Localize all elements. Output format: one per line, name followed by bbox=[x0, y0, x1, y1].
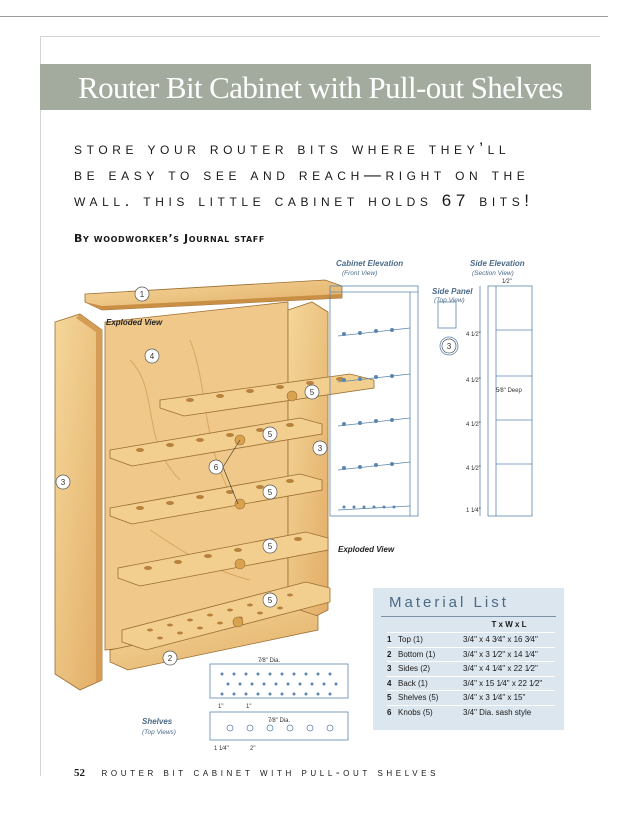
running-title: router bit cabinet with pull-out shelves bbox=[101, 767, 440, 779]
dim-shelf-1: 1" bbox=[218, 704, 224, 710]
dim-dia-bottom: 7⁄8" Dia. bbox=[268, 718, 291, 724]
table-row bbox=[387, 633, 555, 648]
top-rule bbox=[0, 16, 608, 17]
material-list-title: Material List bbox=[389, 594, 509, 611]
table-row bbox=[387, 691, 555, 706]
dim-shelf-2: 1" bbox=[246, 704, 252, 710]
side-elevation-drawing bbox=[480, 286, 532, 516]
part-dimensions: 3/4" Dia. sash style bbox=[463, 705, 555, 720]
label-side-elevation: Side Elevation bbox=[470, 259, 525, 268]
material-list-panel bbox=[373, 588, 564, 730]
table-row bbox=[387, 662, 555, 677]
label-shelves: Shelves bbox=[142, 717, 173, 726]
page-title: Router Bit Cabinet with Pull-out Shelves bbox=[78, 70, 563, 105]
callout-side-left: 3 bbox=[60, 478, 66, 487]
title-band bbox=[40, 64, 591, 110]
part-name: Sides (2) bbox=[395, 662, 463, 677]
dim-side-e: 1 1⁄4" bbox=[466, 508, 481, 514]
dim-side-d: 4 1⁄2" bbox=[466, 466, 481, 472]
intro-line: wall. this little cabinet holds 67 bits! bbox=[74, 191, 534, 210]
cabinet-side-left bbox=[55, 314, 102, 690]
dim-side-b: 4 1⁄2" bbox=[466, 378, 481, 384]
label-section-view: (Section View) bbox=[472, 270, 514, 277]
part-name: Back (1) bbox=[395, 676, 463, 691]
dim-shelf-3: 1 1⁄4" bbox=[214, 746, 229, 752]
table-row bbox=[387, 676, 555, 691]
material-list-divider bbox=[381, 616, 556, 617]
label-exploded-view-top: Exploded View bbox=[106, 318, 163, 327]
dim-shelf-4: 2" bbox=[250, 746, 256, 752]
table-row bbox=[387, 705, 555, 720]
material-list-table bbox=[387, 632, 555, 720]
callout-shelf: 5 bbox=[267, 596, 273, 605]
part-dimensions: 3/4" x 4 3⁄4" x 16 3⁄4" bbox=[463, 633, 555, 648]
callout-shelf: 5 bbox=[267, 488, 273, 497]
callout-side-panel: 3 bbox=[446, 342, 452, 351]
label-top-views: (Top Views) bbox=[142, 729, 176, 736]
dim-side-half: 1⁄2" bbox=[502, 279, 512, 285]
part-dimensions: 3/4" x 4 1⁄4" x 22 1⁄2" bbox=[463, 662, 555, 677]
dim-side-c: 4 1⁄2" bbox=[466, 422, 481, 428]
part-name: Top (1) bbox=[395, 633, 463, 648]
cabinet-side-right bbox=[288, 302, 328, 618]
label-exploded-view-bottom: Exploded View bbox=[338, 545, 395, 554]
part-number: 6 bbox=[387, 705, 395, 720]
intro-paragraph bbox=[74, 136, 574, 214]
part-number: 2 bbox=[387, 647, 395, 662]
page-number: 52 bbox=[74, 767, 85, 779]
dim-side-a: 4 1⁄2" bbox=[466, 332, 481, 338]
label-side-panel: Side Panel bbox=[432, 287, 473, 296]
label-cabinet-elevation: Cabinet Elevation bbox=[336, 259, 404, 268]
part-number: 4 bbox=[387, 676, 395, 691]
crop-rule-horizontal bbox=[40, 36, 600, 37]
dim-deep: 5⁄8" Deep bbox=[496, 388, 522, 394]
callout-shelf: 5 bbox=[309, 388, 315, 397]
intro-line: be easy to see and reach—right on the bbox=[74, 165, 530, 184]
dim-dia-top: 7⁄8" Dia. bbox=[258, 658, 281, 664]
callout-top: 1 bbox=[139, 290, 145, 299]
part-number: 5 bbox=[387, 691, 395, 706]
part-dimensions: 3/4" x 3 1⁄2" x 14 1⁄4" bbox=[463, 647, 555, 662]
part-name: Shelves (5) bbox=[395, 691, 463, 706]
part-name: Bottom (1) bbox=[395, 647, 463, 662]
callout-shelf: 5 bbox=[267, 542, 273, 551]
label-top-view: (Top View) bbox=[434, 297, 465, 304]
callout-bottom: 2 bbox=[167, 654, 173, 663]
intro-line: store your router bits where they’ll bbox=[74, 139, 511, 158]
cabinet-elevation-drawing bbox=[330, 286, 418, 516]
table-row bbox=[387, 647, 555, 662]
callout-side-right: 3 bbox=[317, 444, 323, 453]
part-dimensions: 3/4" x 3 1⁄4" x 15" bbox=[463, 691, 555, 706]
part-number: 1 bbox=[387, 633, 395, 648]
elevation-holes bbox=[342, 328, 396, 509]
byline: By woodworker’s Journal staff bbox=[74, 232, 265, 245]
label-front-view: (Front View) bbox=[342, 270, 378, 277]
shelf-top-view-holes bbox=[221, 673, 338, 696]
page-footer bbox=[74, 767, 439, 779]
material-list-header: T x W x L bbox=[491, 620, 527, 629]
crop-rule-vertical bbox=[40, 36, 41, 776]
callout-back: 4 bbox=[149, 352, 155, 361]
part-name: Knobs (5) bbox=[395, 705, 463, 720]
part-number: 3 bbox=[387, 662, 395, 677]
callout-shelf: 5 bbox=[267, 430, 273, 439]
callout-knobs: 6 bbox=[213, 463, 219, 472]
part-dimensions: 3/4" x 15 1⁄4" x 22 1⁄2" bbox=[463, 676, 555, 691]
